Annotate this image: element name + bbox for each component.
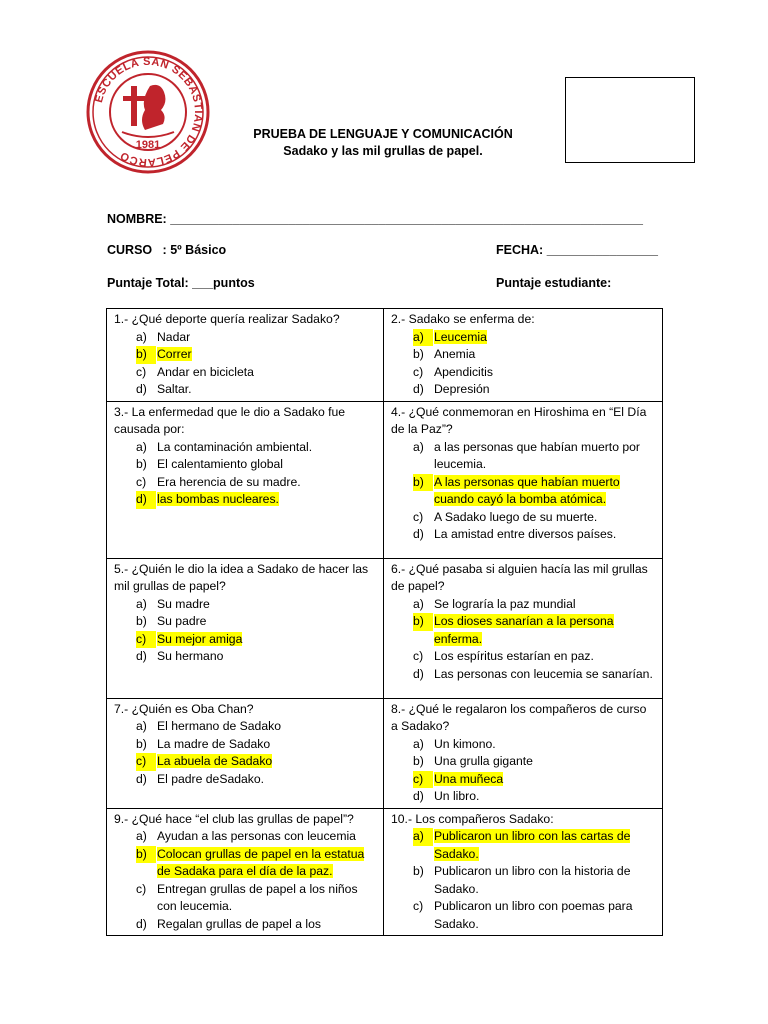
option-letter: a) bbox=[413, 439, 424, 454]
option-item[interactable] bbox=[136, 718, 377, 736]
option-item[interactable] bbox=[136, 613, 377, 631]
option-letter: a) bbox=[413, 596, 424, 611]
option-item[interactable] bbox=[136, 596, 377, 614]
option-letter: b) bbox=[136, 457, 147, 471]
option-text: Su hermano bbox=[157, 649, 224, 663]
option-text: Su mejor amiga bbox=[157, 631, 243, 646]
options-list bbox=[114, 329, 377, 399]
option-item[interactable] bbox=[413, 474, 656, 509]
course-field: CURSO : 5º Básico bbox=[107, 243, 227, 257]
option-letter: d) bbox=[136, 649, 147, 663]
option-text: las bombas nucleares. bbox=[157, 492, 279, 506]
option-letter: c) bbox=[413, 771, 433, 789]
option-text: La abuela de Sadako bbox=[157, 754, 273, 768]
option-item[interactable] bbox=[136, 753, 377, 771]
student-score-field: Puntaje estudiante: bbox=[496, 276, 612, 290]
option-text: La madre de Sadako bbox=[157, 736, 271, 751]
option-item[interactable] bbox=[136, 771, 377, 789]
question-text: 4.- ¿Qué conmemoran en Hiroshima en “El Día de la Paz”? bbox=[391, 404, 647, 436]
option-item[interactable] bbox=[413, 736, 656, 754]
option-item[interactable] bbox=[413, 526, 656, 544]
option-letter: b) bbox=[413, 347, 424, 361]
option-text: Correr bbox=[157, 347, 192, 361]
question-cell bbox=[384, 698, 663, 808]
option-item[interactable] bbox=[136, 364, 377, 382]
question-text: 2.- Sadako se enferma de: bbox=[391, 312, 535, 326]
option-text: Las personas con leucemia se sanarían. bbox=[434, 666, 653, 681]
option-letter: a) bbox=[136, 329, 147, 344]
option-text: Ayudan a las personas con leucemia bbox=[157, 829, 356, 843]
option-text: Los dioses sanarían a la persona enferma. bbox=[434, 614, 614, 646]
option-letter: d) bbox=[413, 382, 424, 396]
option-letter: a) bbox=[413, 736, 424, 751]
option-item[interactable] bbox=[413, 439, 656, 474]
option-text: Un kimono. bbox=[434, 736, 496, 751]
option-item[interactable] bbox=[413, 596, 656, 614]
option-text: Una grulla gigante bbox=[434, 754, 533, 768]
option-text: A Sadako luego de su muerte. bbox=[434, 509, 598, 524]
option-item[interactable] bbox=[413, 753, 656, 771]
option-letter: d) bbox=[413, 666, 424, 681]
option-item[interactable] bbox=[136, 474, 377, 492]
question-text: 7.- ¿Quién es Oba Chan? bbox=[114, 701, 254, 716]
question-text: 6.- ¿Qué pasaba si alguien hacía las mil grullas de papel? bbox=[391, 561, 648, 593]
question-cell bbox=[107, 808, 384, 936]
option-text: La contaminación ambiental. bbox=[157, 439, 313, 454]
option-text: Su madre bbox=[157, 596, 210, 611]
name-field[interactable]: NOMBRE: ____________________________________________________________________ bbox=[107, 212, 643, 226]
question-text: 9.- ¿Qué hace “el club las grullas de papel”? bbox=[114, 811, 354, 826]
option-text: El hermano de Sadako bbox=[157, 719, 281, 733]
option-item[interactable] bbox=[136, 828, 377, 846]
option-letter: b) bbox=[136, 614, 147, 628]
option-item[interactable] bbox=[136, 381, 377, 399]
option-item[interactable] bbox=[413, 828, 656, 863]
options-list bbox=[114, 718, 377, 788]
option-letter: d) bbox=[413, 789, 424, 803]
option-text: a las personas que habían muerto por leucemia. bbox=[434, 439, 640, 471]
option-letter: d) bbox=[136, 382, 147, 396]
option-letter: c) bbox=[136, 474, 147, 489]
option-text: Entregan grullas de papel a los niños con leucemia. bbox=[157, 881, 358, 913]
questions-table bbox=[106, 308, 663, 936]
question-text: 1.- ¿Qué deporte quería realizar Sadako? bbox=[114, 312, 340, 326]
option-item[interactable] bbox=[136, 648, 377, 666]
option-item[interactable] bbox=[413, 648, 656, 666]
options-list bbox=[114, 828, 377, 933]
option-text: El padre deSadako. bbox=[157, 771, 265, 786]
option-letter: c) bbox=[413, 899, 424, 913]
option-text: Un libro. bbox=[434, 789, 480, 803]
option-item[interactable] bbox=[413, 346, 656, 364]
option-text: Colocan grullas de papel en la estatua de Sadaka para el día de la paz. bbox=[157, 846, 365, 878]
option-text: Nadar bbox=[157, 329, 191, 344]
option-text: Apendicitis bbox=[434, 364, 493, 379]
option-text: Anemia bbox=[434, 347, 476, 361]
question-cell bbox=[107, 401, 384, 558]
option-letter: c) bbox=[413, 509, 424, 524]
option-text: Depresión bbox=[434, 382, 490, 396]
option-letter: c) bbox=[136, 631, 156, 649]
page-title: PRUEBA DE LENGUAJE Y COMUNICACIÓN bbox=[253, 127, 513, 141]
option-text: Publicaron un libro con la historia de Sadako. bbox=[434, 864, 631, 896]
option-letter: a) bbox=[413, 828, 433, 846]
option-item[interactable] bbox=[136, 456, 377, 474]
question-cell bbox=[107, 558, 384, 698]
option-item[interactable] bbox=[136, 491, 377, 509]
option-text: El calentamiento global bbox=[157, 457, 284, 471]
option-letter: c) bbox=[413, 364, 424, 379]
option-letter: d) bbox=[136, 771, 147, 786]
option-item[interactable] bbox=[136, 439, 377, 457]
option-letter: a) bbox=[136, 596, 147, 611]
option-item[interactable] bbox=[413, 381, 656, 399]
total-score-field: Puntaje Total: ___puntos bbox=[107, 276, 255, 290]
option-letter: b) bbox=[136, 736, 147, 751]
question-cell bbox=[384, 558, 663, 698]
option-text: Su padre bbox=[157, 614, 207, 628]
option-item[interactable] bbox=[136, 736, 377, 754]
option-item[interactable] bbox=[413, 666, 656, 684]
option-letter: c) bbox=[413, 649, 424, 663]
option-letter: a) bbox=[413, 329, 433, 347]
date-field[interactable]: FECHA: ________________ bbox=[496, 243, 658, 257]
option-text: Se lograría la paz mundial bbox=[434, 596, 576, 611]
question-text: 5.- ¿Quién le dio la idea a Sadako de hacer las mil grullas de papel? bbox=[114, 561, 369, 593]
option-text: Andar en bicicleta bbox=[157, 364, 254, 379]
option-letter: a) bbox=[136, 439, 147, 454]
option-letter: d) bbox=[413, 527, 424, 541]
option-text: Publicaron un libro con las cartas de Sadako. bbox=[434, 829, 631, 861]
option-letter: b) bbox=[413, 754, 424, 768]
question-cell bbox=[384, 309, 663, 402]
page-subtitle: Sadako y las mil grullas de papel. bbox=[283, 144, 483, 158]
option-item[interactable] bbox=[413, 364, 656, 382]
option-letter: b) bbox=[136, 846, 156, 864]
option-text: A las personas que habían muerto cuando cayó la bomba atómica. bbox=[434, 474, 620, 506]
option-text: Leucemia bbox=[434, 329, 487, 344]
options-list bbox=[391, 329, 656, 399]
option-item[interactable] bbox=[136, 631, 377, 649]
option-letter: b) bbox=[136, 346, 156, 364]
option-item[interactable] bbox=[136, 329, 377, 347]
option-letter: d) bbox=[136, 916, 147, 931]
logo-year: 1981 bbox=[135, 139, 161, 151]
option-text: La amistad entre diversos países. bbox=[434, 527, 617, 541]
option-text: Regalan grullas de papel a los bbox=[157, 916, 321, 931]
question-cell bbox=[107, 698, 384, 808]
question-text: 8.- ¿Qué le regalaron los compañeros de curso a Sadako? bbox=[391, 701, 647, 733]
option-item[interactable] bbox=[413, 788, 656, 806]
option-item[interactable] bbox=[136, 916, 377, 934]
option-letter: a) bbox=[136, 829, 147, 843]
option-text: Saltar. bbox=[157, 382, 192, 396]
option-text: Publicaron un libro con poemas para Sadako. bbox=[434, 899, 633, 931]
option-item[interactable] bbox=[413, 863, 656, 898]
question-text: 3.- La enfermedad que le dio a Sadako fue causada por: bbox=[114, 404, 346, 436]
option-letter: c) bbox=[136, 881, 147, 896]
question-cell bbox=[107, 309, 384, 402]
option-item[interactable] bbox=[413, 898, 656, 933]
option-text: Una muñeca bbox=[434, 771, 504, 786]
options-list bbox=[114, 596, 377, 666]
cross-icon bbox=[123, 86, 145, 126]
option-item[interactable] bbox=[136, 846, 377, 881]
header bbox=[0, 126, 768, 160]
option-item[interactable] bbox=[413, 613, 656, 648]
option-letter: a) bbox=[136, 719, 147, 733]
option-text: Era herencia de su madre. bbox=[157, 474, 301, 489]
option-item[interactable] bbox=[136, 881, 377, 916]
option-item[interactable] bbox=[413, 509, 656, 527]
option-letter: d) bbox=[136, 491, 156, 509]
options-list bbox=[391, 828, 656, 933]
option-letter: c) bbox=[136, 753, 156, 771]
logo-ring-text: ESCUELA SAN SEBASTIAN DE PELARCO bbox=[92, 55, 205, 169]
option-text: Los espíritus estarían en paz. bbox=[434, 649, 594, 663]
option-item[interactable] bbox=[413, 771, 656, 789]
question-cell bbox=[384, 401, 663, 558]
option-item[interactable] bbox=[413, 329, 656, 347]
options-list bbox=[114, 439, 377, 509]
options-list bbox=[391, 736, 656, 806]
options-list bbox=[391, 596, 656, 684]
option-item[interactable] bbox=[136, 346, 377, 364]
figure-icon bbox=[142, 85, 165, 130]
option-letter: c) bbox=[136, 364, 147, 379]
option-letter: b) bbox=[413, 474, 433, 492]
options-list bbox=[391, 439, 656, 544]
option-letter: b) bbox=[413, 613, 433, 631]
question-text: 10.- Los compañeros Sadako: bbox=[391, 811, 554, 826]
option-letter: b) bbox=[413, 864, 424, 878]
question-cell bbox=[384, 808, 663, 936]
